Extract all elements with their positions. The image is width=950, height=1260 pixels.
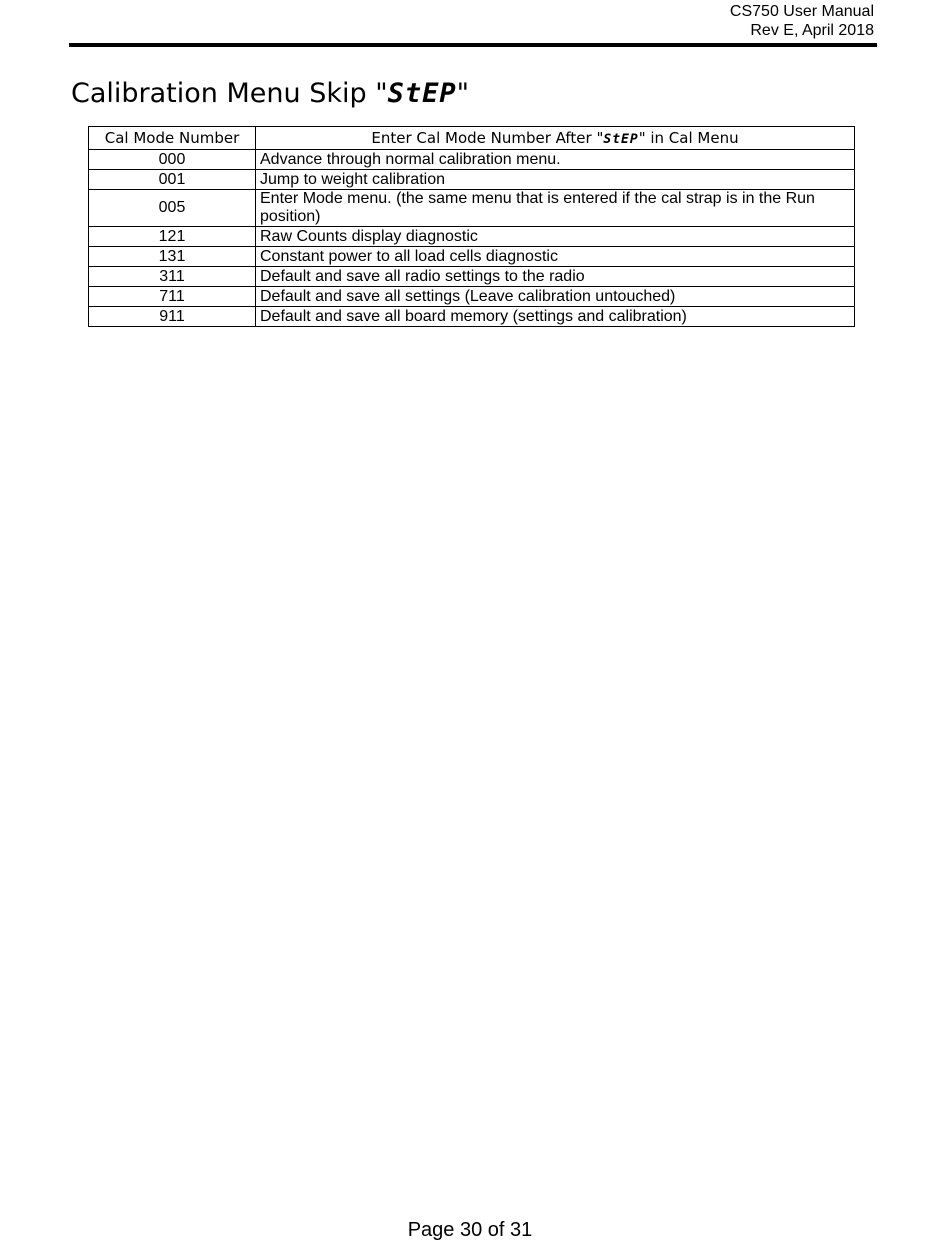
cell-mode-number: 711 (89, 287, 256, 307)
table-row (89, 247, 855, 267)
cell-mode-number: 911 (89, 307, 256, 327)
page-header (730, 2, 874, 40)
col-header-desc-prefix: Enter Cal Mode Number After " (371, 129, 604, 147)
doc-revision: Rev E, April 2018 (750, 22, 874, 39)
cal-mode-table (88, 126, 855, 327)
cell-mode-number: 000 (89, 150, 256, 170)
table-row (89, 287, 855, 307)
doc-title: CS750 User Manual (729, 3, 874, 20)
cell-description: Jump to weight calibration (256, 170, 855, 190)
cell-description: Constant power to all load cells diagnostic (256, 247, 855, 267)
col-header-desc-suffix: " in Cal Menu (638, 129, 739, 147)
cell-description: Default and save all board memory (settings and calibration) (256, 307, 855, 327)
cell-description: Default and save all settings (Leave calibration untouched) (256, 287, 855, 307)
cell-description: Raw Counts display diagnostic (256, 227, 855, 247)
section-title-prefix: Calibration Menu Skip " (71, 78, 388, 109)
table-row (89, 150, 855, 170)
cell-description: Advance through normal calibration menu. (256, 150, 855, 170)
cell-mode-number: 005 (89, 190, 256, 227)
cell-description: Enter Mode menu. (the same menu that is entered if the cal strap is in the Run position) (256, 190, 855, 227)
table-row (89, 227, 855, 247)
page-number: Page 30 of 31 (407, 1219, 533, 1241)
cell-mode-number: 001 (89, 170, 256, 190)
section-title-suffix: " (456, 78, 470, 109)
section-title (71, 77, 469, 111)
table-row (89, 170, 855, 190)
col-header-desc-code: StEP (603, 132, 639, 147)
table-row (89, 267, 855, 287)
table-row (89, 190, 855, 227)
col-header-mode: Cal Mode Number (89, 127, 256, 150)
col-header-description (256, 127, 855, 150)
table-row (89, 307, 855, 327)
cell-mode-number: 311 (89, 267, 256, 287)
table-header-row (89, 127, 855, 150)
header-divider (69, 43, 877, 47)
section-title-code: StEP (387, 78, 457, 109)
cell-mode-number: 121 (89, 227, 256, 247)
cell-description: Default and save all radio settings to the radio (256, 267, 855, 287)
cell-mode-number: 131 (89, 247, 256, 267)
